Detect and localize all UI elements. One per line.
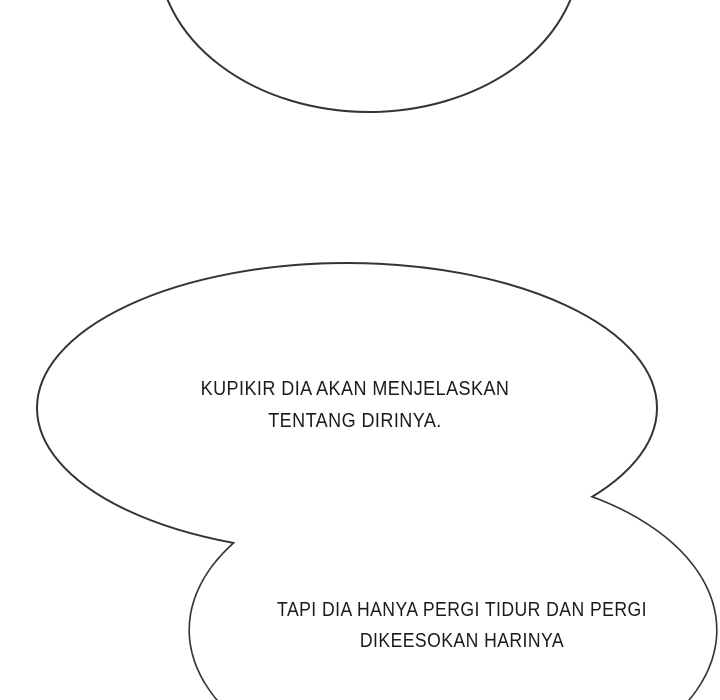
bottom-bubble-text-line1: TAPI DIA HANYA PERGI TIDUR DAN PERGI <box>277 599 647 621</box>
bottom-bubble-text <box>268 595 655 657</box>
bottom-bubble-text-line2: DIKEESOKAN HARINYA <box>359 630 565 652</box>
top-speech-bubble <box>158 0 580 112</box>
middle-bubble-text-line2: TENTANG DIRINYA. <box>268 410 442 432</box>
middle-bubble-text <box>157 373 553 437</box>
middle-bubble-text-line1: KUPIKIR DIA AKAN MENJELASKAN <box>200 378 510 400</box>
